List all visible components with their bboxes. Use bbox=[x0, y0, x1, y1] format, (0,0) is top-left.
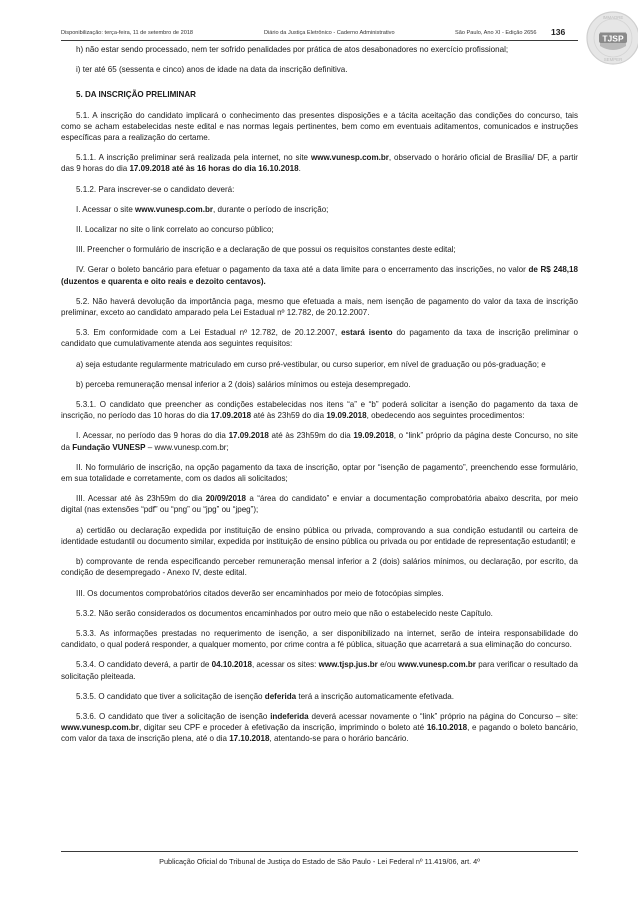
section-heading: 5. DA INSCRIÇÃO PRELIMINAR bbox=[76, 90, 196, 100]
paragraph: II. Localizar no site o link correlato ao concurso público; bbox=[76, 225, 274, 235]
document-body bbox=[61, 44, 578, 754]
paragraph: a) certidão ou declaração expedida por instituição de ensino pública ou privada, comprovando a sua condição estudantil ou carteira de identidade estudantil ou documento similar, expedida por instituição de ensino pública ou privada ou por entidade de representação estudantil; e bbox=[61, 525, 578, 546]
paragraph: 5.3. Em conformidade com a Lei Estadual nº 12.782, de 20.12.2007, estará isento do pagamento da taxa de inscrição preliminar o candidato que cumulativamente atenda aos seguintes requisitos: bbox=[61, 328, 578, 349]
paragraph: 5.1.2. Para inscrever-se o candidato deverá: bbox=[76, 184, 235, 194]
paragraph: II. No formulário de inscrição, na opção pagamento da taxa de inscrição, optar por “isenção de pagamento”, preenchendo esse formulário, em sua totalidade e corretamente, com os dados ali solicitados; bbox=[61, 462, 578, 484]
paragraph: I. Acessar o site www.vunesp.com.br, durante o período de inscrição; bbox=[76, 204, 329, 214]
seal-top-text: IMMADRE bbox=[602, 15, 624, 20]
paragraph: 5.3.1. O candidato que preencher as condições estabelecidas nos itens “a” e “b” poderá solicitar a isenção do pagamento da taxa de inscrição, no período das 10 horas do dia 17.09.2018 até às 23h59 do dia 19.09.2018, obedecendo aos seguintes procedimentos: bbox=[61, 400, 578, 421]
availability-date: Disponibilização: terça-feira, 11 de setembro de 2018 bbox=[61, 30, 194, 36]
footer-divider bbox=[61, 851, 578, 852]
paragraph: 5.1.1. A inscrição preliminar será realizada pela internet, no site www.vunesp.com.br, observado o horário oficial de Brasília/ DF, a partir das 9 horas do dia 17.09.2018 até às 16 horas do dia 16.10.2018. bbox=[61, 153, 578, 174]
seal-bottom-text: SEMPER bbox=[603, 57, 623, 62]
paragraph: 5.3.5. O candidato que tiver a solicitação de isenção deferida terá a inscrição automaticamente efetivada. bbox=[76, 691, 454, 701]
paragraph: 5.3.2. Não serão considerados os documentos encaminhados por outro meio que não o estabelecido neste Capítulo. bbox=[76, 608, 493, 618]
page-header bbox=[61, 26, 569, 40]
seal-label: TJSP bbox=[602, 33, 624, 44]
journal-title: Diário da Justiça Eletrônico - Caderno Administrativo bbox=[264, 30, 395, 36]
paragraph: b) perceba remuneração mensal inferior a 2 (dois) salários mínimos ou esteja desempregado. bbox=[76, 379, 411, 389]
page-number: 136 bbox=[551, 27, 566, 37]
edition-info: São Paulo, Ano XI - Edição 2656 bbox=[455, 30, 537, 36]
paragraph: 5.2. Não haverá devolução da importância paga, mesmo que efetuada a mais, nem isenção de pagamento do valor da taxa de inscrição preliminar, exceto ao candidato amparado pela Lei Estadual nº 12.782, de 20.12.2007. bbox=[61, 296, 578, 318]
paragraph: 5.3.3. As informações prestadas no requerimento de isenção, a ser disponibilizado na internet, serão de inteira responsabilidade do candidato, o qual poderá responder, a qualquer momento, por crime contra a fé pública, situação que acarretará a sua eliminação do concurso. bbox=[61, 628, 578, 650]
page-footer: Publicação Oficial do Tribunal de Justiça do Estado de São Paulo - Lei Federal nº 11.419/06, art. 4º bbox=[159, 857, 480, 866]
paragraph: 5.3.6. O candidato que tiver a solicitação de isenção indeferida deverá acessar novamente o “link” próprio na página do Concurso – site: www.vunesp.com.br, digitar seu CPF e proceder à efetivação da inscrição, imprimindo o boleto até 16.10.2018, e pagando o boleto bancário, com valor da taxa de inscrição plena, até o dia 17.10.2018, atentando-se para o horário bancário. bbox=[61, 711, 578, 744]
paragraph: III. Os documentos comprobatórios citados deverão ser encaminhados por meio de fotocópias simples. bbox=[76, 588, 444, 598]
paragraph: h) não estar sendo processado, nem ter sofrido penalidades por prática de atos desabonadores no exercício profissional; bbox=[76, 45, 509, 54]
paragraph: b) comprovante de renda especificando perceber remuneração mensal inferior a 2 (dois) salários mínimos, ou declaração, por escrito, da condição de desempregado - Anexo IV, deste edital. bbox=[61, 557, 578, 578]
paragraph: III. Preencher o formulário de inscrição e a declaração de que possui os requisitos constantes deste edital; bbox=[76, 245, 456, 255]
paragraph: i) ter até 65 (sessenta e cinco) anos de idade na data da inscrição definitiva. bbox=[76, 65, 348, 75]
header-divider bbox=[61, 40, 578, 41]
paragraph: III. Acessar até às 23h59m do dia 20/09/2018 a “área do candidato” e enviar a documentação comprobatória abaixo descrita, por meio digital (nas extensões “pdf” ou “png” ou “jpg” ou “jpeg”); bbox=[61, 494, 578, 515]
paragraph: 5.1. A inscrição do candidato implicará o conhecimento das presentes disposições e a tácita aceitação das condições do concurso, tais como se acham estabelecidas neste edital e nas normas legais pertinentes, bem como em eventuais aditamentos, comunicados e instruções específicas para a realização do certame. bbox=[61, 110, 578, 143]
paragraph: IV. Gerar o boleto bancário para efetuar o pagamento da taxa até a data limite para o encerramento das inscrições, no valor de R$ 248,18 (duzentos e quarenta e oito reais e dezoito centavos). bbox=[61, 265, 578, 286]
paragraph: a) seja estudante regularmente matriculado em curso pré-vestibular, ou curso superior, em nível de graduação ou pós-graduação; e bbox=[76, 359, 546, 369]
tjsp-seal-icon bbox=[580, 2, 638, 75]
paragraph: I. Acessar, no período das 9 horas do dia 17.09.2018 até às 23h59m do dia 19.09.2018, o “link” próprio da página deste Concurso, no site da Fundação VUNESP – www.vunesp.com.br; bbox=[61, 431, 578, 452]
paragraph: 5.3.4. O candidato deverá, a partir de 04.10.2018, acessar os sites: www.tjsp.jus.br e/ou www.vunesp.com.br para verificar o resultado da solicitação pleiteada. bbox=[61, 660, 578, 681]
